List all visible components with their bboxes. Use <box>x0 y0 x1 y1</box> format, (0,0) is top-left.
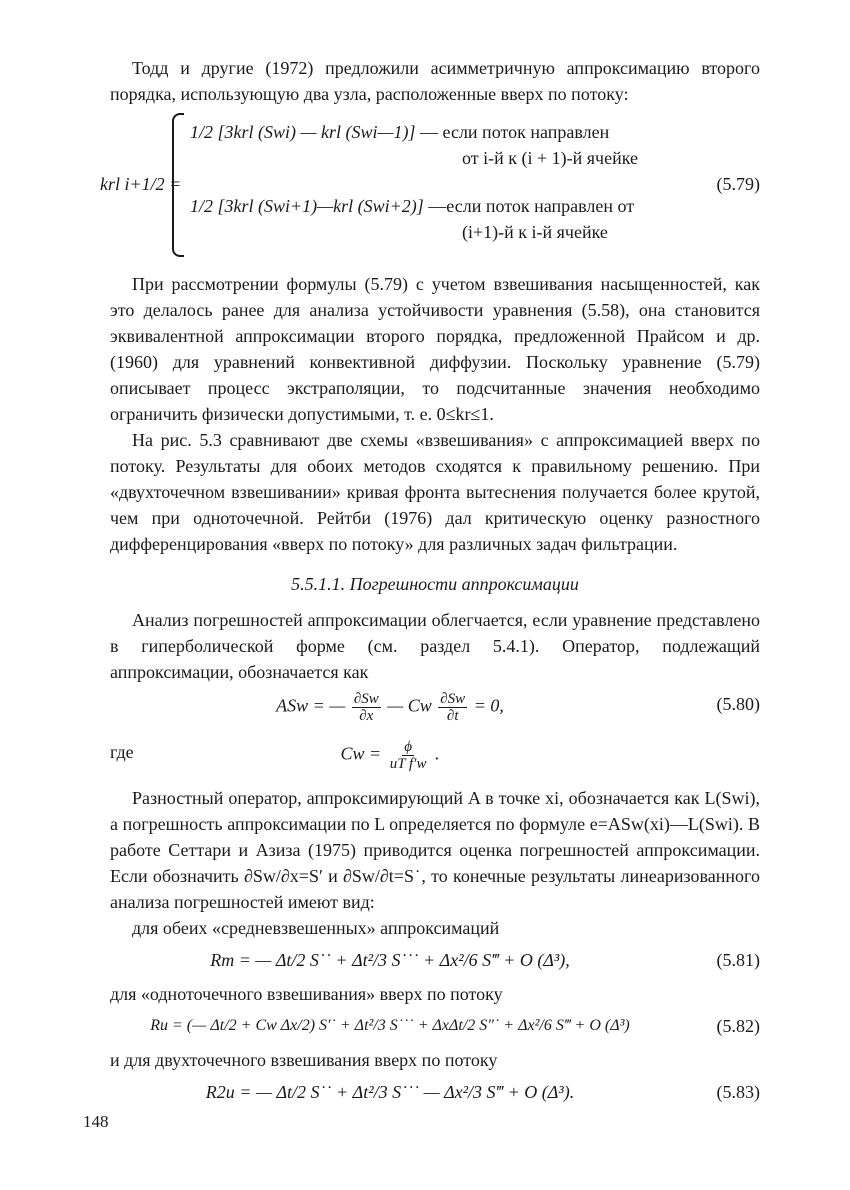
section-title: 5.5.1.1. Погрешности аппроксимации <box>291 574 579 594</box>
where-label: где <box>110 742 134 762</box>
equation-5-79 <box>100 111 760 261</box>
eq80-lhs: ASw = — <box>276 695 346 716</box>
equation-cw <box>110 733 760 785</box>
equation-number: (5.80) <box>716 694 760 714</box>
case1-condition-cont: от i-й к (i + 1)-й ячейке <box>462 148 639 168</box>
eq80-rhs: = 0, <box>473 695 504 716</box>
equation-number: (5.82) <box>716 1016 760 1036</box>
case1-condition: — если поток направлен <box>420 122 610 142</box>
eqcw-den: uT f′w <box>389 756 427 772</box>
eq81-text: Rm = — Δt/2 S˙˙ + Δt²/3 S˙˙˙ + Δx²/6 S‴ + O (Δ³), <box>210 950 570 970</box>
case2-condition-cont: (i+1)-й к i-й ячейке <box>462 222 608 242</box>
case1-formula: 1/2 [3krl (Swi) — krl (Swi—1)] <box>190 122 416 142</box>
brace-icon <box>172 113 184 257</box>
eqcw-lhs: Cw = <box>340 743 382 764</box>
paragraph-analysis: При рассмотрении формулы (5.79) с учетом взвешивания насыщенностей, как это делалось ранее для анализа устойчивости уравнения (5.58), она становится эквивалентной аппроксимации второго порядка, предложенной Прайсом и др. (1960) для уравнений конвективной диффузии. Поскольку уравнение (5.79) описывает процесс экстраполяции, то подсчитанные значения необходимо ограничить физически допустимыми, т. е. 0≤kr≤1. <box>110 274 760 424</box>
equation-number: (5.83) <box>716 1082 760 1102</box>
label-two-point: и для двухточечного взвешивания вверх по потоку <box>110 1050 498 1070</box>
paragraph-errors: Анализ погрешностей аппроксимации облегчается, если уравнение представлено в гиперболической форме (см. раздел 5.4.1). Оператор, подлежащий аппроксимации, обозначается как <box>110 610 760 682</box>
label-averaged: для обеих «средневзвешенных» аппроксимаций <box>132 918 500 938</box>
eq82-text: Ru = (— Δt/2 + Cw Δx/2) S′˙ + Δt²/3 S˙˙˙ + ΔxΔt/2 S″˙ + Δx²/6 S‴ + O (Δ³) <box>150 1017 630 1034</box>
eq80-num1: ∂Sw <box>353 691 379 707</box>
page-number: 148 <box>83 1112 109 1131</box>
label-one-point: для «одноточечного взвешивания» вверх по потоку <box>110 984 503 1004</box>
equation-number: (5.81) <box>716 950 760 970</box>
case2-formula: 1/2 [3krl (Swi+1)—krl (Swi+2)] <box>190 196 424 216</box>
eq80-den2: ∂t <box>446 708 459 724</box>
eq80-den1: ∂x <box>359 708 374 724</box>
eq83-text: R2u = — Δt/2 S˙˙ + Δt²/3 S˙˙˙ — Δx²/3 S‴ + O (Δ³). <box>205 1082 575 1102</box>
paragraph-fig53: На рис. 5.3 сравнивают две схемы «взвешивания» с аппроксимацией вверх по потоку. Результаты для обоих методов сходятся к правильному решению. При «двухточечном взвешивании» кривая фронта вытеснения получается более крутой, чем при одноточечной. Рейтби (1976) дал критическую оценку разностного дифференцирования «вверх по потоку» для различных задач фильтрации. <box>110 430 760 554</box>
paragraph-todd: Тодд и другие (1972) предложили асимметричную аппроксимацию второго порядка, использующую два узла, расположенные вверх по потоку: <box>110 58 760 104</box>
page-body <box>100 55 760 1113</box>
equation-5-81 <box>110 941 760 981</box>
equation-5-79-lhs: krl i+1/2 = <box>100 174 182 194</box>
eqcw-num: ϕ <box>404 739 412 755</box>
equation-number: (5.79) <box>716 174 760 194</box>
eqcw-end: . <box>434 743 440 764</box>
equation-5-80 <box>110 685 760 733</box>
eq80-mid: — Cw <box>387 695 432 716</box>
equation-5-83 <box>110 1073 760 1113</box>
paragraph-operator: Разностный оператор, аппроксимирующий A в точке xi, обозначается как L(Swi), а погрешность аппроксимации по L определяется по формуле e=ASw(xi)—L(Swi). В работе Сеттари и Азиза (1975) приводится оценка погрешностей аппроксимации. Если обозначить ∂Sw/∂x=S′ и ∂Sw/∂t=S˙, то конечные результаты линеаризованного анализа погрешностей имеют вид: <box>110 788 760 912</box>
equation-5-82 <box>110 1007 760 1047</box>
case2-condition: —если поток направлен от <box>428 196 635 216</box>
eq80-num2: ∂Sw <box>440 691 466 707</box>
